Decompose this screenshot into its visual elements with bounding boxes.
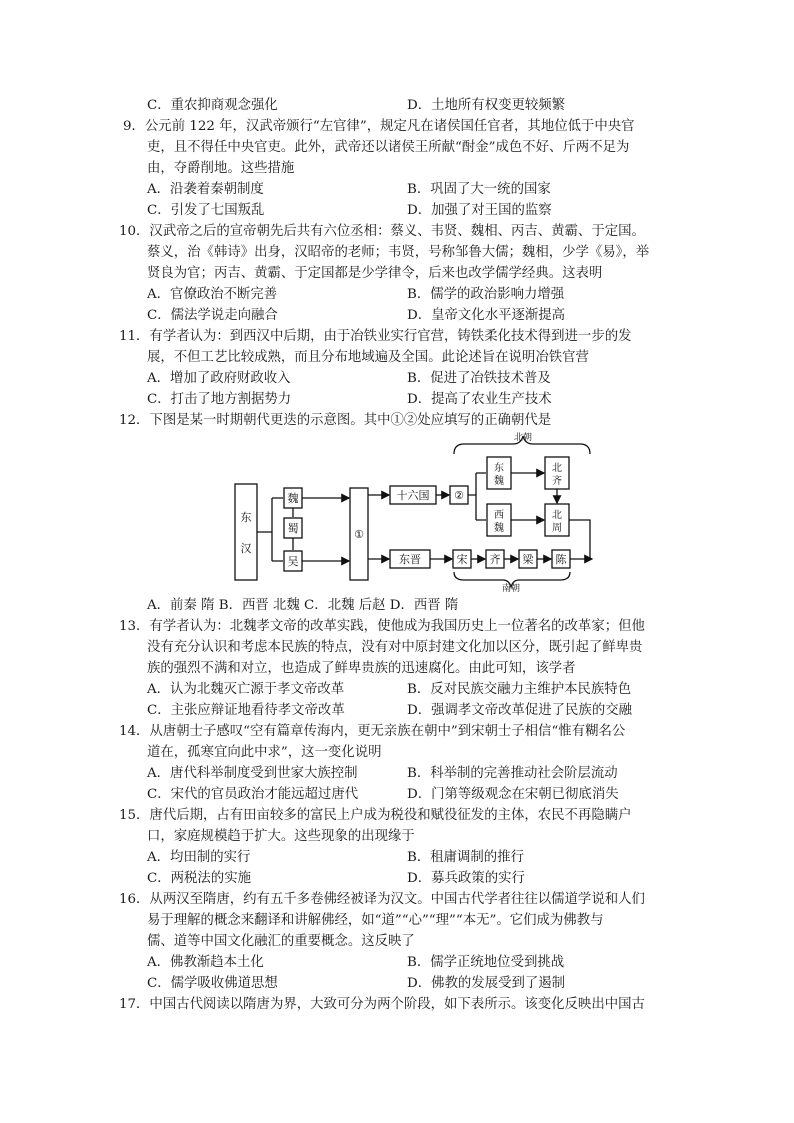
label-song: 宋	[456, 553, 468, 566]
label-dongjin: 东晋	[399, 553, 421, 566]
label-beiqi-2: 齐	[552, 476, 562, 487]
q14-stem-line-1: 14．从唐朝士子感叹“空有篇章传海内，更无亲族在朝中”到宋朝士子相信“惟有糊名公	[119, 724, 626, 739]
label-xiwei-2: 魏	[494, 523, 504, 534]
q9-option-b[interactable]: B．巩固了大一统的国家	[407, 182, 551, 197]
label-circle2: ②	[454, 489, 464, 502]
q10-option-b[interactable]: B．儒学的政治影响力增强	[407, 287, 565, 302]
label-donghan-2: 汉	[240, 542, 252, 555]
q15-option-b[interactable]: B．租庸调制的推行	[407, 850, 524, 865]
q14-option-a[interactable]: A．唐代科举制度受到世家大族控制	[147, 766, 358, 781]
q9-option-a[interactable]: A．沿袭着秦朝制度	[147, 182, 264, 197]
label-shu: 蜀	[287, 522, 299, 535]
label-qi: 齐	[489, 553, 501, 566]
label-beiqi-1: 北	[552, 463, 562, 474]
label-wu: 吴	[287, 555, 299, 568]
label-xiwei-1: 西	[494, 510, 504, 521]
label-beizhou-1: 北	[552, 510, 562, 521]
q14-option-b[interactable]: B．科举制的完善推动社会阶层流动	[407, 766, 618, 781]
q9-option-c[interactable]: C．引发了七国叛乱	[147, 203, 265, 218]
q13-option-b[interactable]: B．反对民族交融力主维护本民族特色	[407, 682, 632, 697]
q9-stem-line-1: 9．公元前 122 年，汉武帝颁行“左官律”，规定凡在诸侯国任官者，其地位低于中央官	[123, 119, 635, 134]
q13-option-a[interactable]: A．认为北魏灭亡源于孝文帝改革	[147, 682, 345, 697]
q13-option-d[interactable]: D．强调孝文帝改革促进了民族的交融	[407, 703, 632, 718]
q16-stem-line-3: 儒、道等中国文化融汇的重要概念。这反映了	[147, 934, 415, 949]
q9-option-d[interactable]: D．加强了对王国的监察	[407, 203, 552, 218]
label-circle1: ①	[354, 528, 364, 541]
q11-stem-line-2: 展，不但工艺比较成熟，而且分布地域遍及全国。此论述旨在说明冶铁官营	[147, 350, 589, 365]
connector-2-split	[468, 473, 486, 520]
q14-option-d[interactable]: D．门第等级观念在宋朝已彻底消失	[407, 787, 619, 802]
q11-option-c[interactable]: C．打击了地方割据势力	[147, 392, 292, 407]
label-chen: 陈	[555, 553, 567, 566]
q10-option-a[interactable]: A．官僚政治不断完善	[147, 287, 278, 302]
q10-stem-line-1: 10．汉武帝之后的宣帝朝先后共有六位丞相：蔡义、韦贤、魏相、丙吉、黄霸、于定国。	[119, 224, 645, 239]
label-nanchao: 南朝	[501, 584, 521, 592]
q16-option-b[interactable]: B．儒学正统地位受到挑战	[407, 955, 565, 970]
q9-stem-line-2: 吏，且不得任中央官吏。此外，武帝还以诸侯王所献“酎金”成色不好、斤两不足为	[147, 140, 630, 155]
box-donghan	[235, 484, 257, 580]
q8-option-c[interactable]: C．重农抑商观念强化	[147, 98, 278, 113]
q12-options[interactable]: A．前秦 隋 B．西晋 北魏 C．北魏 后赵 D．西晋 隋	[147, 598, 459, 613]
q10-option-c[interactable]: C．儒法学说走向融合	[147, 308, 278, 323]
connector-donghan	[257, 498, 283, 561]
q11-stem-line-1: 11．有学者认为：到西汉中后期，由于冶铁业实行官营，铸铁柔化技术得到进一步的发	[119, 329, 632, 344]
q17-stem-line-1: 17．中国古代阅读以隋唐为界，大致可分为两个阶段，如下表所示。该变化反映出中国古	[119, 997, 645, 1012]
label-dongwei-2: 魏	[494, 476, 504, 487]
q8-option-d[interactable]: D．土地所有权变更较频繁	[407, 98, 566, 113]
q13-stem-line-3: 族的强烈不满和对立，也造成了鲜卑贵族的迅速腐化。由此可知，该学者	[147, 661, 576, 676]
label-beichao: 北朝	[513, 433, 533, 443]
q15-option-a[interactable]: A．均田制的实行	[147, 850, 251, 865]
q15-option-c[interactable]: C．两税法的实施	[147, 871, 251, 886]
q16-option-d[interactable]: D．佛教的发展受到了遏制	[407, 976, 566, 991]
q13-option-c[interactable]: C．主张应辩证地看待孝文帝改革	[147, 703, 345, 718]
label-donghan-1: 东	[240, 511, 252, 524]
q11-option-d[interactable]: D．提高了农业生产技术	[407, 392, 552, 407]
q9-stem-line-3: 由，夺爵削地。这些措施	[147, 161, 295, 176]
q12-stem-line-1: 12．下图是某一时期朝代更迭的示意图。其中①②处应填写的正确朝代是	[119, 413, 552, 428]
q10-stem-line-2: 蔡义，治《韩诗》出身，汉昭帝的老师；韦贤，号称邹鲁大儒；魏相，少学《易》，举	[147, 245, 650, 260]
q16-stem-line-1: 16．从两汉至隋唐，约有五千多卷佛经被译为汉文。中国古代学者往往以儒道学说和人们	[119, 892, 645, 907]
q15-stem-line-2: 口，家庭规模趋于扩大。这些现象的出现缘于	[147, 829, 415, 844]
q10-option-d[interactable]: D．皇帝文化水平逐渐提高	[407, 308, 566, 323]
label-dongwei-1: 东	[494, 463, 504, 474]
q15-option-d[interactable]: D．募兵政策的实行	[407, 871, 525, 886]
dynasty-succession-diagram	[228, 432, 598, 592]
q16-option-c[interactable]: C．儒学吸收佛道思想	[147, 976, 278, 991]
q11-option-b[interactable]: B．促进了冶铁技术普及	[407, 371, 551, 386]
q14-option-c[interactable]: C．宋代的官员政治才能远超过唐代	[147, 787, 359, 802]
q15-stem-line-1: 15．唐代后期，占有田亩较多的富民上户成为税役和赋役征发的主体，农民不再隐瞒户	[119, 808, 632, 823]
q13-stem-line-1: 13．有学者认为：北魏孝文帝的改革实践，使他成为我国历史上一位著名的改革家；但他	[119, 619, 645, 634]
label-shiliuguo: 十六国	[396, 489, 430, 502]
q11-option-a[interactable]: A．增加了政府财政收入	[147, 371, 291, 386]
q10-stem-line-3: 贤良为官；丙吉、黄霸、于定国都是少学律令，后来也改学儒学经典。这表明	[147, 266, 603, 281]
q14-stem-line-2: 道在，孤寒宜向此中求”，这一变化说明	[147, 745, 382, 760]
label-beizhou-2: 周	[552, 523, 562, 534]
q13-stem-line-2: 没有充分认识和考虑本民族的特点，没有对中原封建文化加以区分，既引起了鲜卑贵	[147, 640, 643, 655]
label-wei: 魏	[287, 492, 299, 505]
q16-option-a[interactable]: A．佛教渐趋本土化	[147, 955, 264, 970]
q16-stem-line-2: 易于理解的概念来翻译和讲解佛经，如“道”“心”“理”“本无”。它们成为佛教与	[147, 913, 604, 928]
label-liang: 梁	[522, 553, 534, 566]
